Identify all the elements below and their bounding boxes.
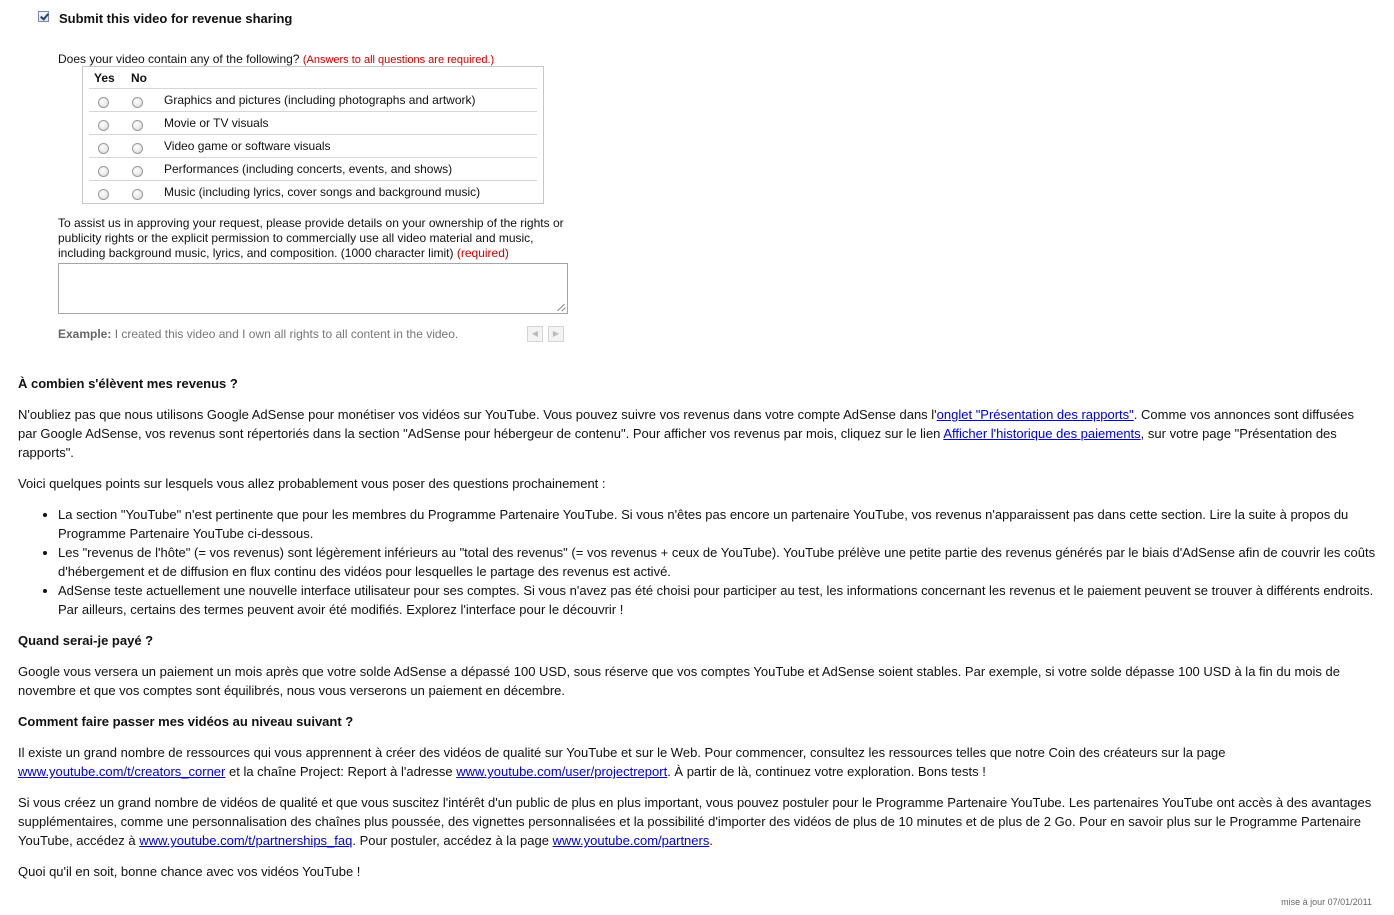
question-label: Performances (including concerts, events, and shows) <box>164 162 453 176</box>
radio-no-movie[interactable] <box>132 120 143 131</box>
radio-no-music[interactable] <box>132 189 143 200</box>
text: Il existe un grand nombre de ressources qui vous apprennent à créer des vidéos de qualité sur YouTube et sur le Web. Pour commencer, consultez les ressources telles que notre Coin des créateurs sur la page <box>18 745 1226 760</box>
reports-tab-link[interactable]: onglet "Présentation des rapports" <box>936 407 1134 422</box>
revenue-sharing-checkbox[interactable] <box>38 11 49 22</box>
heading-revenue: À combien s'élèvent mes revenus ? <box>18 376 238 391</box>
question-row-performances <box>83 158 543 180</box>
question-text: Does your video contain any of the following? <box>58 52 300 66</box>
text: , sur votre page "Présentation des rapports". <box>18 426 1337 460</box>
question-label: Movie or TV visuals <box>164 116 269 130</box>
content-questions-table <box>82 66 544 204</box>
next-example-button[interactable] <box>548 326 564 342</box>
question-label: Video game or software visuals <box>164 139 331 153</box>
question-row-videogame <box>83 135 543 157</box>
paragraph-questions-intro: Voici quelques points sur lesquels vous allez probablement vous poser des questions prochainement : <box>18 476 606 491</box>
paragraph-resources <box>18 743 1376 781</box>
paragraph-partner-program <box>18 793 1376 850</box>
details-text: To assist us in approving your request, please provide details on your ownership of the rights or publicity rights or the explicit permission to commercially use all video material and music, including background music, lyrics, and composition. (1000 character limit) <box>58 216 564 260</box>
radio-yes-movie[interactable] <box>98 120 109 131</box>
question-label: Music (including lyrics, cover songs and background music) <box>164 185 481 199</box>
partners-link[interactable]: www.youtube.com/partners <box>552 833 710 848</box>
text: N'oubliez pas que nous utilisons Google AdSense pour monétiser vos vidéos sur YouTube. Vous pouvez suivre vos revenus dans votre compte AdSense dans l' <box>18 407 937 422</box>
question-row-music <box>83 181 543 203</box>
paragraph-adsense <box>18 405 1376 462</box>
text: . <box>709 833 713 848</box>
radio-no-graphics[interactable] <box>132 97 143 108</box>
help-article <box>18 374 1376 893</box>
resize-handle-icon[interactable] <box>557 303 565 311</box>
text: Si vous créez un grand nombre de vidéos de qualité et que vous suscitez l'intérêt d'un public de plus en plus important, vous pouvez postuler pour le Programme Partenaire YouTube. Les partenaires YouTube ont accès à des avantages supplémentaires, comme une personnalisation des chaînes plus poussée, des vignettes personnalisées et la possibilité d'importer des vidéos de plus de 10 minutes et de plus de 2 Go. Pour en savoir plus sur le Programme Partenaire YouTube, accédez à <box>18 795 1372 848</box>
last-updated: mise à jour 07/01/2011 <box>1281 897 1372 907</box>
radio-yes-music[interactable] <box>98 189 109 200</box>
radio-yes-graphics[interactable] <box>98 97 109 108</box>
question-row-graphics <box>83 89 543 111</box>
text: . Pour postuler, accédez à la page <box>352 833 553 848</box>
triangle-right-icon: ▶ <box>552 329 560 338</box>
rights-details-instructions <box>58 216 578 261</box>
example-hint <box>58 327 458 341</box>
text: et la chaîne Project: Report à l'adresse <box>225 764 457 779</box>
details-required-note: (required) <box>456 246 509 260</box>
heading-payment: Quand serai-je payé ? <box>18 633 154 648</box>
revenue-sharing-label: Submit this video for revenue sharing <box>59 11 293 26</box>
paragraph-payment: Google vous versera un paiement un mois après que votre solde AdSense a dépassé 100 USD, sous réserve que vos comptes YouTube et AdSense soient stables. Par exemple, si votre solde dépasse 100 USD à la fin du mois de novembre et que vos comptes sont équilibrés, nous vous verserons un paiement en décembre. <box>18 664 1340 698</box>
radio-yes-performances[interactable] <box>98 166 109 177</box>
column-yes: Yes <box>94 71 115 85</box>
example-label: Example: <box>58 327 112 341</box>
radio-yes-videogame[interactable] <box>98 143 109 154</box>
column-no: No <box>131 71 147 85</box>
creators-corner-link[interactable]: www.youtube.com/t/creators_corner <box>18 764 226 779</box>
example-text: I created this video and I own all rights to all content in the video. <box>114 327 459 341</box>
partnerships-faq-link[interactable]: www.youtube.com/t/partnerships_faq <box>139 833 353 848</box>
list-item: • La section "YouTube" n'est pertinente que pour les membres du Programme Partenaire YouTube. Si vous n'êtes pas encore un partenaire YouTube, vos revenus n'apparaissent pas dans cette section. Lire la suite à propos du Programme Partenaire YouTube ci-dessous. <box>58 505 1376 543</box>
text: . Comme vos annonces sont diffusées par Google AdSense, vos revenus sont répertoriés dans la section "AdSense pour hébergeur de contenu". Pour afficher vos revenus par mois, cliquez sur le lien <box>18 407 1354 441</box>
rights-details-textarea[interactable] <box>58 263 568 314</box>
questions-list <box>18 505 1376 619</box>
payment-history-link[interactable]: Afficher l'historique des paiements <box>943 426 1141 441</box>
question-row-movie <box>83 112 543 134</box>
text: . À partir de là, continuez votre exploration. Bons tests ! <box>667 764 986 779</box>
previous-example-button[interactable] <box>527 326 543 342</box>
paragraph-good-luck: Quoi qu'il en soit, bonne chance avec vos vidéos YouTube ! <box>18 864 361 879</box>
list-item: • AdSense teste actuellement une nouvelle interface utilisateur pour ses comptes. Si vous n'avez pas été choisi pour participer au test, les informations concernant les revenus et le paiement peuvent se trouver à différents endroits. Par ailleurs, certains des termes peuvent avoir été modifiés. Explorez l'interface pour le découvrir ! <box>58 581 1376 619</box>
radio-no-videogame[interactable] <box>132 143 143 154</box>
content-question <box>58 52 494 66</box>
list-item: • Les "revenus de l'hôte" (= vos revenus) sont légèrement inférieurs au "total des revenus" (= vos revenus + ceux de YouTube). YouTube prélève une petite partie des revenus générés par le biais d'AdSense afin de couvrir les coûts d'hébergement et de diffusion en flux continu des vidéos pour lesquelles le partage des revenus est activé. <box>58 543 1376 581</box>
question-required-note: (Answers to all questions are required.) <box>302 54 495 66</box>
question-label: Graphics and pictures (including photographs and artwork) <box>164 93 476 107</box>
triangle-left-icon: ◀ <box>531 329 539 338</box>
projectreport-link[interactable]: www.youtube.com/user/projectreport <box>456 764 668 779</box>
radio-no-performances[interactable] <box>132 166 143 177</box>
heading-next-level: Comment faire passer mes vidéos au niveau suivant ? <box>18 714 354 729</box>
